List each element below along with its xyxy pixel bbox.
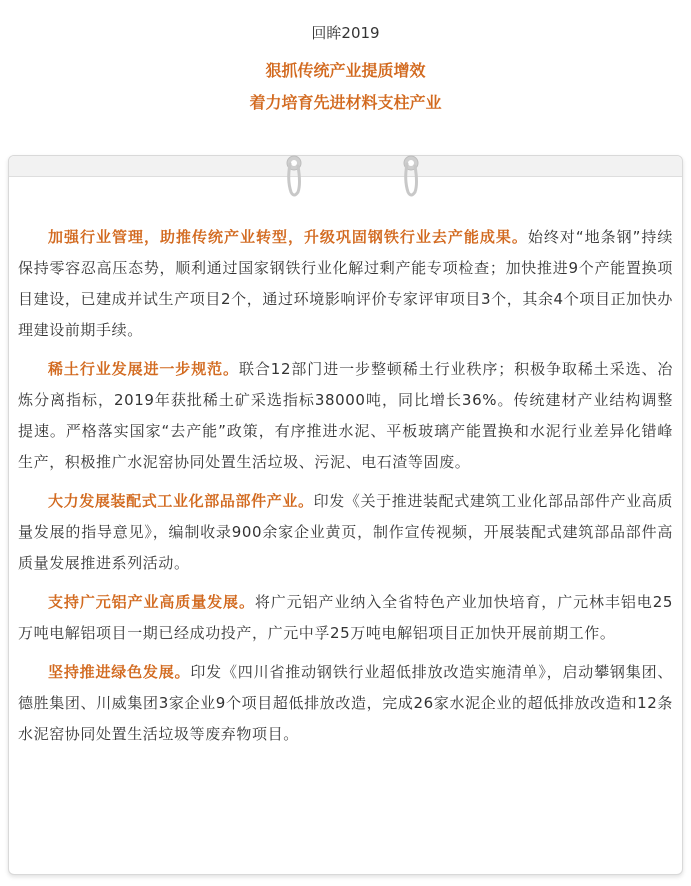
binder-ring-right-icon (402, 154, 420, 198)
headline-1: 狠抓传统产业提质增效 (265, 61, 426, 80)
article-body (18, 222, 673, 758)
paragraph-rare-earth (18, 354, 673, 478)
paragraph-prefab (18, 486, 673, 579)
paragraph-body: 联合12部门进一步整顿稀土行业秩序；积极争取稀土采选、冶炼分离指标，2019年获批稀土矿采选指标38000吨，同比增长36%。传统建材产业结构调整提速。严格落实国家“去产能”政策，有序推进水泥、平板玻璃产能置换和水泥行业差异化错峰生产，积极推广水泥窑协同处置生活垃圾、污泥、电石渣等固废。 (18, 360, 674, 471)
paragraph-lead: 加强行业管理，助推传统产业转型，升级巩固钢铁行业去产能成果。 (48, 228, 528, 246)
paragraph-lead: 稀土行业发展进一步规范。 (48, 360, 239, 378)
card-top-strip (9, 156, 682, 177)
paragraph-aluminum (18, 587, 673, 649)
paragraph-body: 印发《关于推进装配式建筑工业化部品部件产业高质量发展的指导意见》，编制收录900余家企业黄页，制作宣传视频，开展装配式建筑部品部件高质量发展推进系列活动。 (18, 492, 673, 572)
paragraph-body: 始终对“地条钢”持续保持零容忍高压态势，顺利通过国家钢铁行业化解过剩产能专项检查；加快推进9个产能置换项目建设，已建成并试生产项目2个，通过环境影响评价专家评审项目3个，其余4个项目正加快办理建设前期手续。 (18, 228, 673, 339)
paragraph-lead: 坚持推进绿色发展。 (48, 663, 191, 681)
year-label: 回眸2019 (311, 24, 380, 42)
paragraph-green (18, 657, 673, 750)
binder-ring-left-icon (285, 154, 303, 198)
headline-2: 着力培育先进材料支柱产业 (249, 93, 442, 112)
paragraph-steel (18, 222, 673, 346)
paragraph-lead: 大力发展装配式工业化部品部件产业。 (48, 492, 314, 510)
paragraph-body: 将广元铝产业纳入全省特色产业加快培育，广元林丰铝电25万吨电解铝项目一期已经成功投产，广元中孚25万吨电解铝项目正加快开展前期工作。 (18, 593, 673, 642)
paragraph-lead: 支持广元铝产业高质量发展。 (48, 593, 255, 611)
paragraph-body: 印发《四川省推动钢铁行业超低排放改造实施清单》，启动攀钢集团、德胜集团、川威集团3家企业9个项目超低排放改造，完成26家水泥企业的超低排放改造和12条水泥窑协同处置生活垃圾等废弃物项目。 (18, 663, 673, 743)
